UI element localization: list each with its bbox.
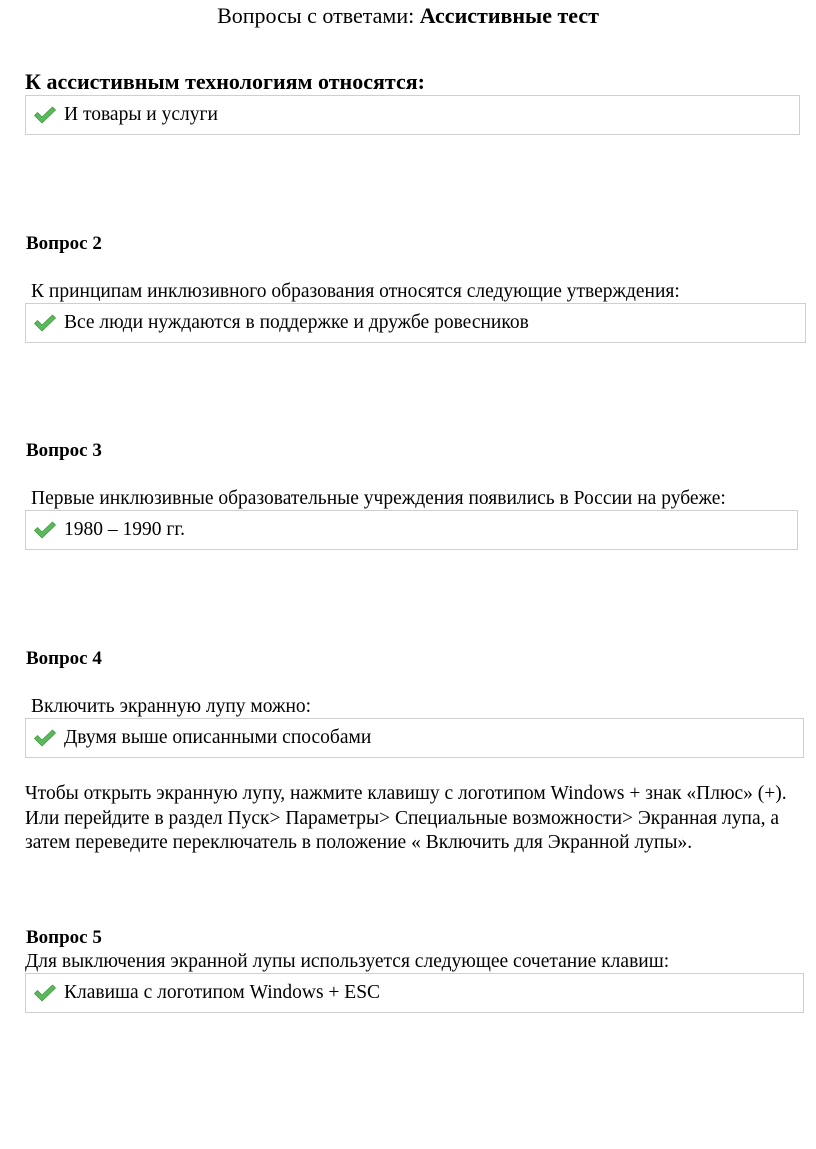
question-1-answer: И товары и услуги: [64, 104, 218, 125]
question-2-heading: Вопрос 2: [26, 233, 102, 254]
question-4-text: Включить экранную лупу можно:: [31, 696, 312, 717]
question-4-answer: Двумя выше описанными способами: [64, 727, 372, 748]
question-5-answer: Клавиша с логотипом Windows + ESC: [64, 982, 381, 1003]
page-title: [0, 4, 816, 28]
question-1-text: К ассистивным технологиям относятся:: [25, 69, 425, 94]
question-3-heading: Вопрос 3: [26, 440, 102, 461]
page-title-prefix: Вопросы с ответами:: [217, 3, 420, 28]
question-2-answer-box: [25, 303, 806, 343]
question-2-text: К принципам инклюзивного образования относятся следующие утверждения:: [31, 281, 680, 302]
question-5-answer-box: [25, 973, 804, 1013]
question-4-answer-box: [25, 718, 804, 758]
question-3-text: Первые инклюзивные образовательные учреждения появились в России на рубеже:: [31, 488, 726, 509]
checkmark-icon: [33, 984, 57, 1002]
question-5-heading: Вопрос 5: [26, 927, 102, 948]
question-4-heading: Вопрос 4: [26, 648, 102, 669]
checkmark-icon: [33, 314, 57, 332]
checkmark-icon: [33, 729, 57, 747]
checkmark-icon: [33, 521, 57, 539]
checkmark-icon: [33, 106, 57, 124]
question-3-answer: 1980 – 1990 гг.: [64, 519, 186, 540]
page-title-bold: Ассистивные тест: [419, 3, 599, 28]
question-3-answer-box: [25, 510, 798, 550]
question-1-answer-box: [25, 95, 800, 135]
question-2-answer: Все люди нуждаются в поддержке и дружбе ровесников: [64, 312, 529, 333]
question-4-explanation: Чтобы открыть экранную лупу, нажмите клавишу с логотипом Windows + знак «Плюс» (+). Или перейдите в раздел Пуск> Параметры> Специальные возможности> Экранная лупа, а затем переведите переключатель в положение « Включить для Экранной лупы».: [25, 783, 787, 853]
question-5-text: Для выключения экранной лупы используется следующее сочетание клавиш:: [25, 951, 670, 972]
